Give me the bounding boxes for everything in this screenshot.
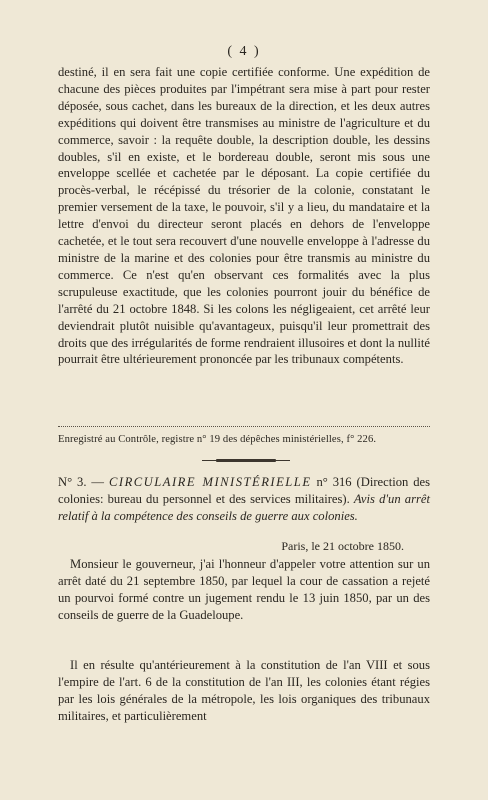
page-number: ( 4 ) bbox=[227, 44, 261, 59]
letter-date: Paris, le 21 octobre 1850. bbox=[281, 539, 404, 553]
paragraph-text: Monsieur le gouverneur, j'ai l'honneur d'appeler votre attention sur un arrêt daté du 21 septembre 1850, par lequel la cour de cassation a rejeté un pourvoi formé contre un jugement rendu le 13 juin 1850, par un des conseils de guerre de la Guadeloupe. bbox=[58, 557, 430, 622]
circular-title: CIRCULAIRE MINISTÉRIELLE bbox=[108, 475, 312, 489]
ornamental-rule bbox=[216, 459, 276, 462]
body-paragraph-2 bbox=[58, 556, 430, 624]
paragraph-text: Il en résulte qu'antérieurement à la constitution de l'an VIII et sous l'empire de l'art. 6 de la constitution de l'an III, les colonies étant régies par les lois générales de la métropole, les lois organiques des tribunaux militaires, et particulièrement bbox=[58, 658, 430, 723]
circular-reference: n° 316 (Direction des colonies: bureau du personnel et des services militaires). bbox=[58, 475, 431, 506]
dotted-separator bbox=[58, 426, 430, 427]
body-paragraph-3 bbox=[58, 657, 430, 725]
circular-heading bbox=[58, 474, 430, 525]
registration-note: Enregistré au Contrôle, registre n° 19 des dépêches ministérielles, f° 226. bbox=[58, 434, 377, 445]
circular-number: N° 3. — bbox=[58, 475, 105, 489]
circular-subject: Avis d'un arrêt relatif à la compétence des conseils de guerre aux colonies. bbox=[58, 492, 430, 523]
paragraph-text: destiné, il en sera fait une copie certifiée conforme. Une expédition de chacune des pièces produites par l'impétrant sera mise à part pour rester déposée, sous cachet, dans les bureaux de la direction, et les deux autres expéditions qui doivent être transmises au ministre de l'agriculture et du commerce, savoir : la requête double, la description double, les dessins doubles, s'il en existe, et le bordereau double, seront mis sous une enveloppe scellée et cachetée par le déposant. La copie certifiée du procès-verbal, le récépissé du trésorier de la colonie, constatant le premier versement de la taxe, le pouvoir, s'il y a lieu, du mandataire et la lettre d'envoi du directeur seront placés en dehors de l'enveloppe cachetée, et le tout sera recouvert d'une nouvelle enveloppe à l'adresse du ministre de la marine et des colonies pour être transmis au ministre du commerce. Ce n'est qu'en observant ces formalités avec la plus scrupuleuse exactitude, que les colonies pourront jouir du bénéfice de l'arrêté du 21 octobre 1848. Si les colons les négligeaient, cet arrêté leur deviendrait plutôt nuisible qu'avantageux, puisqu'il leur promettrait des droits que des irrégularités de forme rendraient illusoires et dont la nullité pourrait être ultérieurement prononcée par les tribunaux compétents. bbox=[58, 65, 430, 367]
body-paragraph-1 bbox=[58, 64, 430, 368]
